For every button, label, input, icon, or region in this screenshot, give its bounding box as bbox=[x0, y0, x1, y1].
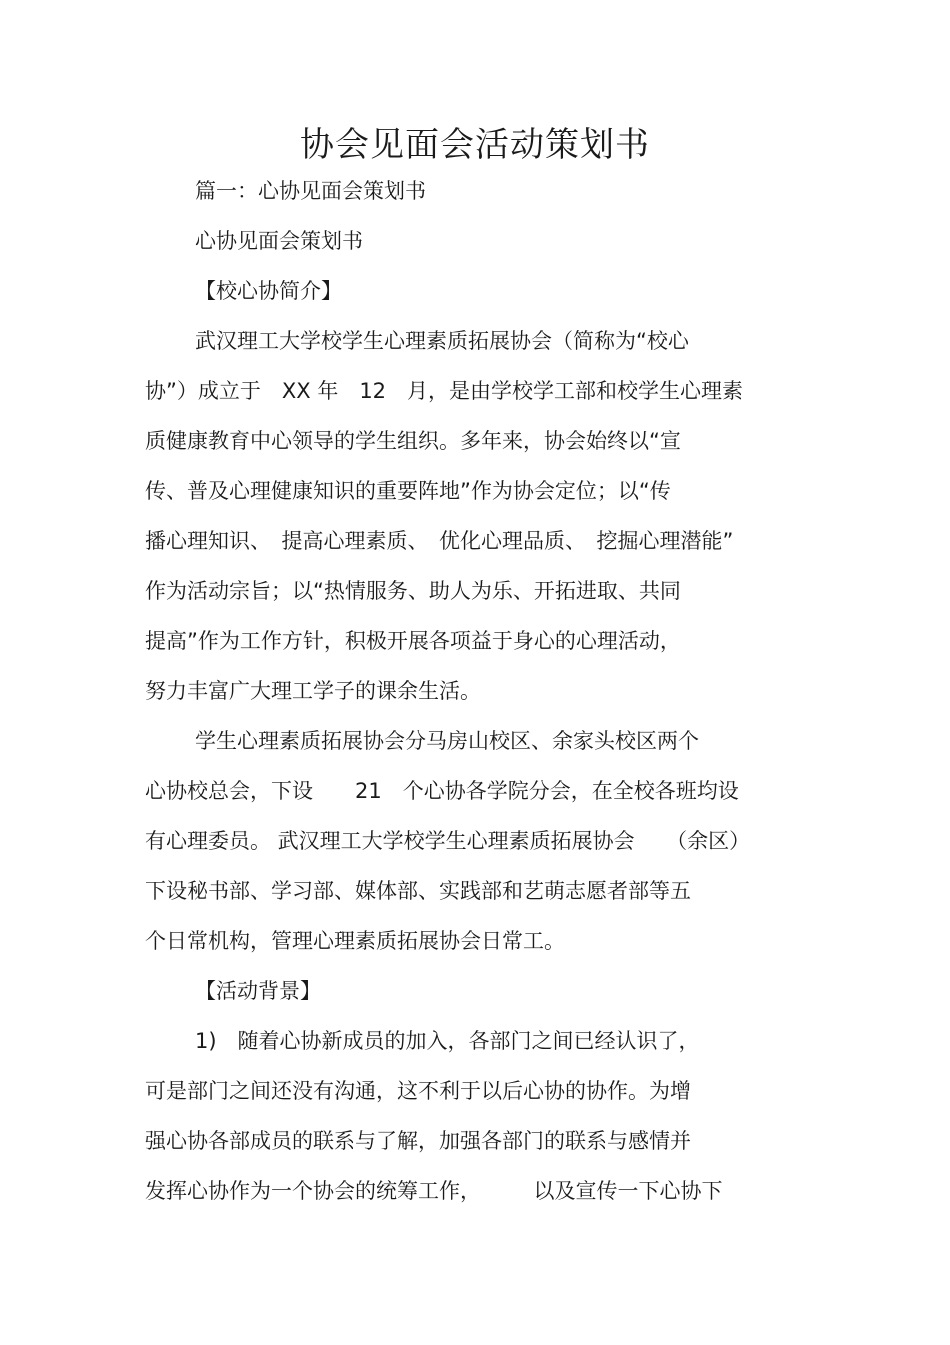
document-title: 协会见面会活动策划书 bbox=[300, 125, 650, 165]
body-line: 可是部门之间还没有沟通，这不利于以后心协的协作。为增 bbox=[145, 1079, 691, 1103]
body-line: 学生心理素质拓展协会分马房山校区、余家头校区两个 bbox=[195, 729, 699, 753]
body-line: 协”）成立于 XX 年 12 月，是由学校学工部和校学生心理素 bbox=[145, 379, 744, 403]
body-line: 1) 随着心协新成员的加入，各部门之间已经认识了， bbox=[195, 1029, 700, 1053]
body-line: 发挥心协作为一个协会的统筹工作， 以及宣传一下心协下 bbox=[145, 1179, 723, 1203]
body-line: 武汉理工大学校学生心理素质拓展协会（简称为“校心 bbox=[195, 329, 689, 353]
body-line: 努力丰富广大理工学子的课余生活。 bbox=[145, 679, 481, 703]
body-line: 强心协各部成员的联系与了解，加强各部门的联系与感情并 bbox=[145, 1129, 691, 1153]
body-line: 作为活动宗旨；以“热情服务、助人为乐、开拓进取、共同 bbox=[145, 579, 681, 603]
body-line: 提高”作为工作方针，积极开展各项益于身心的心理活动， bbox=[145, 629, 681, 653]
body-line: 个日常机构，管理心理素质拓展协会日常工。 bbox=[145, 929, 565, 953]
section-heading: 篇一：心协见面会策划书 bbox=[195, 179, 426, 203]
body-line: 有心理委员。 武汉理工大学校学生心理素质拓展协会 （余区） bbox=[145, 829, 751, 853]
body-line: 传、普及心理健康知识的重要阵地”作为协会定位；以“传 bbox=[145, 479, 671, 503]
body-line: 下设秘书部、学习部、媒体部、实践部和艺萌志愿者部等五 bbox=[145, 879, 691, 903]
body-line: 播心理知识、 提高心理素质、 优化心理品质、 挖掘心理潜能” bbox=[145, 529, 734, 553]
bracket-heading-intro: 【校心协简介】 bbox=[195, 279, 342, 303]
body-line: 质健康教育中心领导的学生组织。多年来，协会始终以“宣 bbox=[145, 429, 681, 453]
body-line: 心协校总会，下设 21 个心协各学院分会，在全校各班均设 bbox=[145, 779, 739, 803]
bracket-heading-background: 【活动背景】 bbox=[195, 979, 321, 1003]
subtitle-line: 心协见面会策划书 bbox=[195, 229, 363, 253]
